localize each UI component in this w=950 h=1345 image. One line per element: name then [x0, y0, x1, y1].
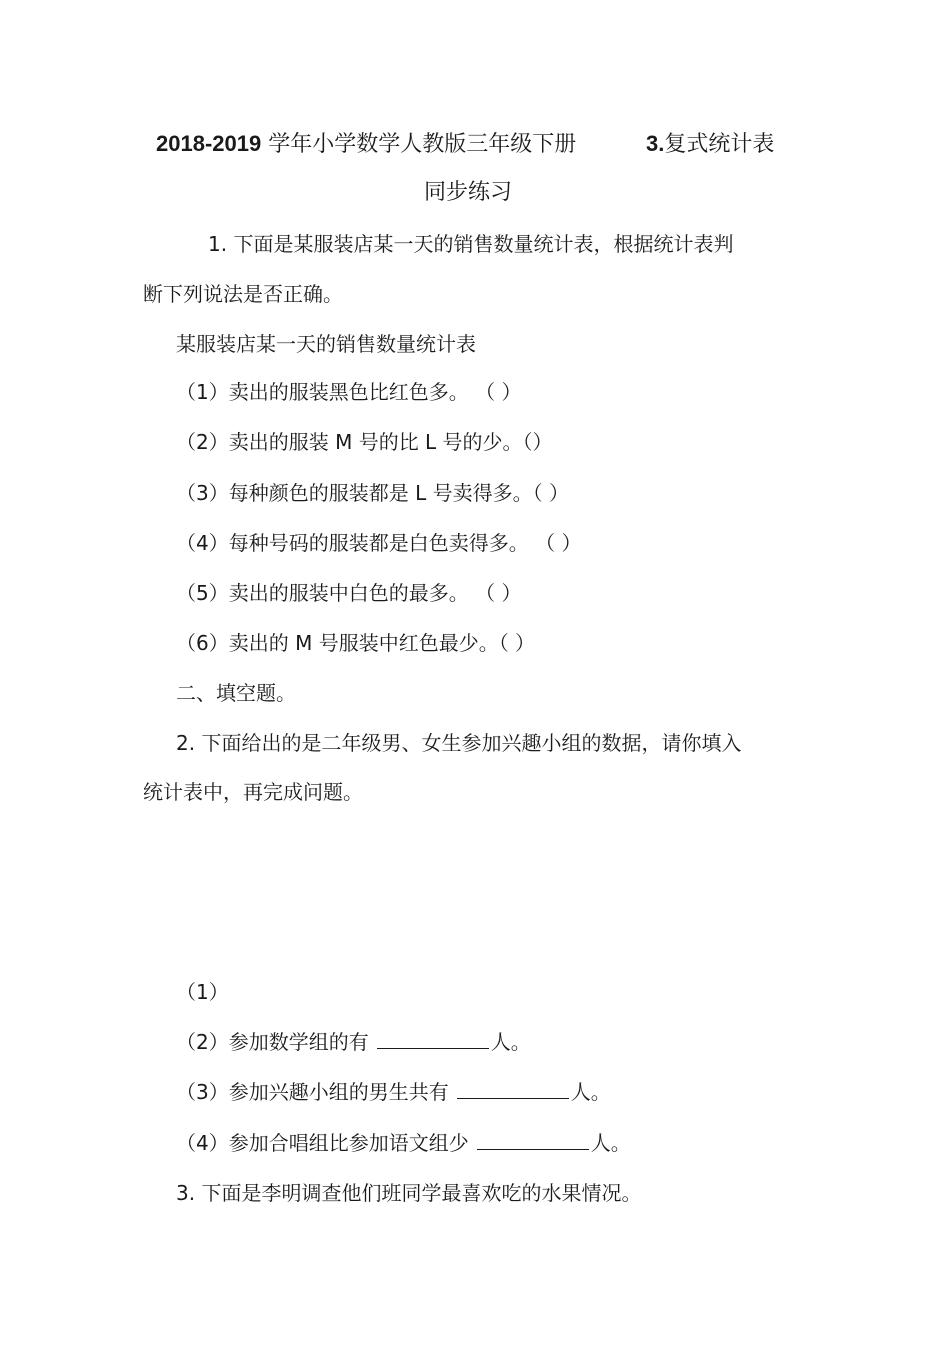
q1-item-6: （6）卖出的 M 号服装中红色最少。（ ） [176, 631, 536, 655]
title-chapter-name: 复式统计表 [664, 132, 775, 157]
q2-item-3 [176, 1078, 611, 1106]
q2-item-4-unit: 人。 [590, 1131, 631, 1155]
q2-intro-line-2: 统计表中，再完成问题。 [143, 780, 363, 804]
q1-item-4: （4）每种号码的服装都是白色卖得多。 （ ） [176, 531, 582, 555]
q1-item-2: （2）卖出的服装 M 号的比 L 号的少。（） [176, 430, 553, 454]
q2-item-4-text: （4）参加合唱组比参加语文组少 [176, 1131, 469, 1155]
title-chapter [646, 130, 774, 159]
q1-item-1: （1）卖出的服装黑色比红色多。 （ ） [176, 380, 522, 404]
q2-item-2-text: （2）参加数学组的有 [176, 1030, 369, 1054]
q2-item-3-answer-blank[interactable] [457, 1078, 569, 1099]
q2-item-3-text: （3）参加兴趣小组的男生共有 [176, 1080, 449, 1104]
q2-item-2-unit: 人。 [490, 1030, 531, 1054]
q1-item-3: （3）每种颜色的服装都是 L 号卖得多。（ ） [176, 481, 569, 505]
title-line-2: 同步练习 [424, 180, 513, 205]
q2-item-3-unit: 人。 [570, 1080, 611, 1104]
q2-intro-line-1: 2. 下面给出的是二年级男、女生参加兴趣小组的数据，请你填入 [176, 731, 742, 755]
q3-intro: 3. 下面是李明调查他们班同学最喜欢吃的水果情况。 [176, 1181, 642, 1205]
q1-item-5: （5）卖出的服装中白色的最多。 （ ） [176, 581, 522, 605]
q2-item-2 [176, 1028, 531, 1056]
title-course: 学年小学数学人教版三年级下册 [261, 132, 577, 157]
q2-item-2-answer-blank[interactable] [377, 1028, 489, 1049]
q2-item-4-answer-blank[interactable] [477, 1129, 589, 1150]
q1-table-caption: 某服装店某一天的销售数量统计表 [176, 332, 476, 356]
q2-item-4 [176, 1129, 631, 1157]
title-line-1 [156, 130, 576, 159]
q2-item-1: （1） [176, 980, 229, 1004]
title-chapter-number: 3. [646, 131, 665, 156]
title-year: 2018-2019 [156, 131, 262, 156]
section-2-heading: 二、填空题。 [176, 681, 296, 705]
q1-intro-line-2: 断下列说法是否正确。 [143, 282, 343, 306]
q1-intro-line-1: 1. 下面是某服装店某一天的销售数量统计表，根据统计表判 [208, 232, 734, 256]
